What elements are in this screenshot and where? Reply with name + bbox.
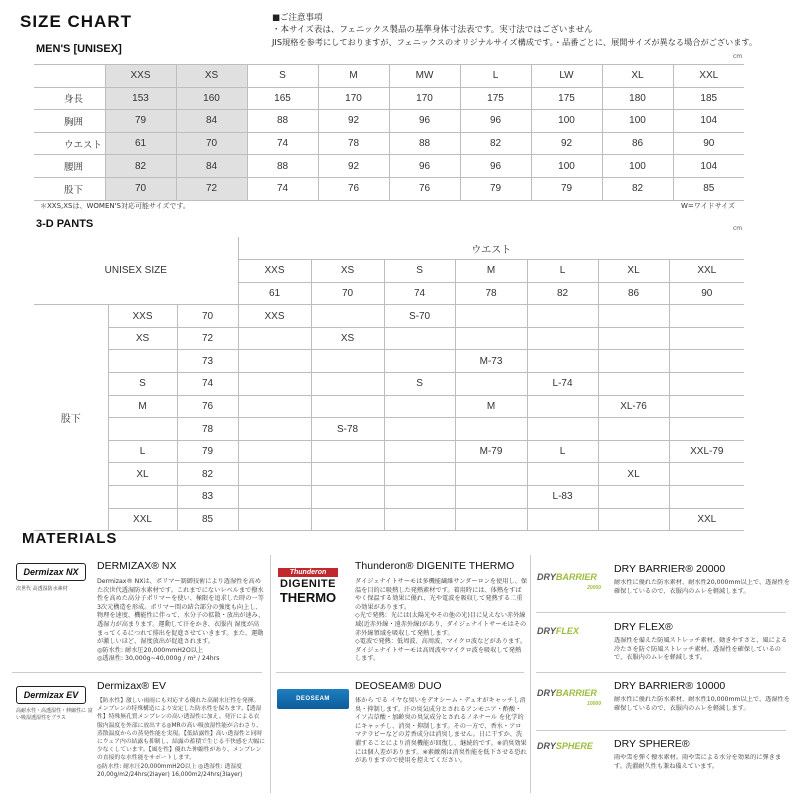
pants-cell	[598, 486, 669, 509]
material-dryflex-desc: 透湿性を備えた防風ストレッチ素材。動きやすさと、風による冷たさを防ぐ防風ストレッチ素材。透湿性を確保しているので、衣服内のムレを軽減します。	[614, 637, 788, 662]
mens-cell: 100	[602, 155, 673, 178]
pants-cell: M-73	[455, 350, 527, 373]
pants-cell: S-78	[311, 418, 384, 441]
pants-row	[34, 395, 744, 418]
thunderon-logo-bot: THERMO	[279, 590, 337, 605]
pants-row	[34, 327, 744, 350]
pants-cell	[384, 508, 455, 531]
material-thermo-name: Thunderon® DIGENITE THERMO	[355, 560, 515, 572]
pants-cell: L-74	[527, 373, 598, 396]
mens-cell: 61	[105, 132, 176, 155]
mens-cell: 82	[105, 155, 176, 178]
mens-cell: 96	[389, 110, 460, 133]
pants-cell: XXL-79	[669, 440, 744, 463]
pants-cell	[311, 373, 384, 396]
mens-cell: 104	[673, 155, 744, 178]
mens-header-cell: XS	[176, 65, 247, 88]
pants-row	[34, 463, 744, 486]
pants-cell	[598, 350, 669, 373]
dry-flex-logo-b: FLEX	[555, 626, 579, 636]
pants-cell	[238, 440, 311, 463]
pants-row-length: 78	[177, 418, 238, 441]
pants-cell	[669, 395, 744, 418]
pants-cell	[455, 327, 527, 350]
pants-cell	[311, 463, 384, 486]
mens-cell: 70	[105, 177, 176, 200]
pants-cell	[384, 350, 455, 373]
mens-cell: 86	[602, 132, 673, 155]
material-db10000-desc: 耐水性に優れた防水素材、耐水性10,000mm以上で、透湿性を確保しているので、衣服内のムレを軽減します。	[614, 696, 790, 712]
pants-cell	[598, 305, 669, 328]
mens-size-table	[34, 64, 744, 201]
pants-waist-size: XXS	[238, 260, 311, 283]
pants-cell	[384, 486, 455, 509]
dry-barrier-10000-logo-a: DRY	[537, 688, 556, 698]
notes-heading: ■ご注意事項	[272, 13, 323, 23]
materials-hdivider-r2	[536, 672, 786, 673]
mens-cell: 84	[176, 155, 247, 178]
pants-cell	[527, 418, 598, 441]
mens-cell: 100	[531, 110, 602, 133]
dermizax-ev-logo: Dermizax EV	[16, 686, 86, 704]
pants-row-length: 73	[177, 350, 238, 373]
pants-row	[34, 373, 744, 396]
pants-row-size: M	[108, 395, 177, 418]
pants-cell	[598, 327, 669, 350]
pants-header-row-1	[34, 237, 744, 260]
mens-cell: 100	[602, 110, 673, 133]
pants-row-size: XXL	[108, 508, 177, 531]
mens-title: MEN'S [UNISEX]	[36, 43, 122, 55]
materials-hdivider-r3	[536, 730, 786, 731]
pants-cell: XL	[598, 463, 669, 486]
material-deoseam-name: DEOSEAM® DUO	[355, 680, 442, 692]
materials-title: MATERIALS	[22, 530, 118, 547]
size-chart-title: SIZE CHART	[20, 12, 132, 31]
pants-cell	[598, 508, 669, 531]
pants-cell	[238, 463, 311, 486]
pants-row-length: 76	[177, 395, 238, 418]
dry-barrier-20000-logo	[537, 567, 607, 591]
mens-cell: 88	[247, 155, 318, 178]
mens-corner-cell	[34, 65, 105, 88]
pants-size-table	[34, 237, 744, 531]
dry-barrier-10000-logo	[537, 683, 607, 707]
mens-row	[34, 87, 744, 110]
pants-row-length: 82	[177, 463, 238, 486]
mens-cell: 165	[247, 87, 318, 110]
material-dsphere-desc: 雨や雪を弾く撥水素材。雨や雪による水分を効果的に弾きます。洗濯耐久性も兼ね備えています。	[614, 754, 782, 770]
mens-cell: 185	[673, 87, 744, 110]
pants-title: 3-D PANTS	[36, 218, 94, 230]
mens-cell: 153	[105, 87, 176, 110]
pants-cell	[238, 395, 311, 418]
pants-cell	[311, 305, 384, 328]
pants-cell	[598, 418, 669, 441]
pants-cell	[238, 373, 311, 396]
material-dryflex-name: DRY FLEX®	[614, 621, 673, 633]
mens-row	[34, 155, 744, 178]
pants-cell: XS	[311, 327, 384, 350]
material-db20000-desc: 耐水性に優れた防水素材、耐水性20,000mm以上で、透湿性を確保しているので、衣服内のムレを軽減します。	[614, 579, 790, 595]
pants-waist-size: XXL	[669, 260, 744, 283]
pants-cell	[384, 440, 455, 463]
materials-hdivider-mid	[276, 672, 524, 673]
pants-row-length: 79	[177, 440, 238, 463]
mens-cell: 82	[460, 132, 531, 155]
pants-row	[34, 305, 744, 328]
mens-cell: 79	[460, 177, 531, 200]
pants-waist-value: 61	[238, 282, 311, 305]
mens-row-label: 身長	[34, 87, 105, 110]
mens-cell: 79	[531, 177, 602, 200]
material-thermo-desc: ダイジェナイトサーモは多機能繊維サンダーロンを使用し、保温を目的に吸熱した発熱素材です。着用時には、体熱をすばやく保温する効果に優れ、光や電波を吸収して発熱する二重の効果があります。 ◇光で発熱：光には(太陽光やその他の光)目に見えない赤外線域(近赤外線・遠赤外線)があり、ダイジェナイトサーモはその赤外線領域を吸収して発熱します。 ◇電波で発熱：低周波、高周波、マイクロ波などがあります。ダイジェナイトサーモは高周波やマイクロ波を吸収して発熱します。	[355, 578, 527, 663]
pants-cell	[384, 463, 455, 486]
pants-waist-size: XS	[311, 260, 384, 283]
pants-waist-size: L	[527, 260, 598, 283]
mens-cell: 104	[673, 110, 744, 133]
pants-row-size	[108, 350, 177, 373]
mens-row	[34, 110, 744, 133]
pants-unit: cm	[733, 225, 743, 232]
pants-cell: XL-76	[598, 395, 669, 418]
material-dsphere-name: DRY SPHERE®	[614, 738, 690, 750]
mens-cell: 79	[105, 110, 176, 133]
mens-footnote-left: ＊XXS,XSは、WOMEN'S対応可能サイズです。	[40, 202, 190, 210]
pants-cell	[669, 486, 744, 509]
pants-cell	[311, 440, 384, 463]
mens-header-cell: LW	[531, 65, 602, 88]
pants-row-size: XS	[108, 327, 177, 350]
dermizax-nx-caption: 次世代 高透湿防水素材	[16, 586, 68, 592]
mens-cell: 84	[176, 110, 247, 133]
mens-header-row	[34, 65, 744, 88]
notes-line-1: ・本サイズ表は、フェニックス製品の基準身体寸法表です。実寸法ではございません	[272, 25, 593, 35]
pants-cell	[311, 395, 384, 418]
pants-cell	[669, 327, 744, 350]
pants-cell	[527, 327, 598, 350]
pants-cell: XXL	[669, 508, 744, 531]
dermizax-nx-logo: Dermizax NX	[16, 563, 86, 581]
pants-cell	[455, 463, 527, 486]
pants-cell	[238, 508, 311, 531]
pants-cell	[527, 508, 598, 531]
mens-cell: 78	[318, 132, 389, 155]
pants-row-size	[108, 486, 177, 509]
mens-cell: 90	[673, 132, 744, 155]
mens-cell: 170	[389, 87, 460, 110]
dry-barrier-10000-logo-b: BARRIER	[555, 688, 597, 698]
pants-row-length: 83	[177, 486, 238, 509]
pants-waist-size: XL	[598, 260, 669, 283]
pants-waist-value: 90	[669, 282, 744, 305]
pants-cell	[527, 305, 598, 328]
material-ev-name: Dermizax® EV	[97, 680, 166, 692]
pants-row	[34, 350, 744, 373]
pants-cell	[455, 508, 527, 531]
mens-header-cell: MW	[389, 65, 460, 88]
pants-cell	[384, 418, 455, 441]
pants-cell: S	[384, 373, 455, 396]
mens-cell: 76	[318, 177, 389, 200]
pants-cell: M-79	[455, 440, 527, 463]
pants-waist-value: 86	[598, 282, 669, 305]
pants-cell: S-70	[384, 305, 455, 328]
pants-cell	[669, 418, 744, 441]
thunderon-logo-top: Thunderon	[278, 568, 338, 577]
material-deoseam-desc: 体から でる イヤな臭いをデオシーム・デュオがキャッチし消臭・抑制します。汗の臭気成分とされるアンモニア・酢酸・イソ吉草酸・加齢臭の臭気成分とされるノネナール を化学的にキャッチし、消臭・抑制します。その一方で、香水・アロマテラピーなどの芳香成分は消臭しません。日に干すか、洗濯することにより消臭機能が回復し、継続的です。※消臭効果には個人差があります。※素敵剤は消臭性能を低下させる恐れがありますので使用を控えてください。	[355, 697, 527, 765]
mens-header-cell: XXS	[105, 65, 176, 88]
dry-flex-logo-a: DRY	[537, 626, 556, 636]
pants-cell	[598, 440, 669, 463]
pants-cell	[527, 463, 598, 486]
pants-waist-value: 82	[527, 282, 598, 305]
pants-waist-label: ウエスト	[238, 237, 744, 260]
mens-header-cell: S	[247, 65, 318, 88]
mens-row-label: ウエスト	[34, 132, 105, 155]
material-nx-desc: Dermizax® NXは、ポリマー制御技術により透湿性を高めた次世代透湿防水素材です。これまでにないレベルまで撥水性を高めた高分子ポリマーを使い、極限を追求した時の一等3次元構造を形成。ポリマー間の結合部分の強度も向上し、物理を速度、機能性に伴って、水分子の拡散・放出が速み、透湿力が高まります。運動して汗をかき、衣服内 湿度が高まってくるにつれて排出を促進させていきます。また、運動が激しいほど、湿度放出が促進されます。 ◎防水性: 耐水圧20,000mmH2O以上 ◎透湿性: 30,000g~40,000g / m² / 24hrs	[97, 578, 265, 663]
mens-cell: 88	[247, 110, 318, 133]
pants-cell	[669, 305, 744, 328]
mens-header-cell: XXL	[673, 65, 744, 88]
pants-cell	[669, 463, 744, 486]
mens-cell: 88	[389, 132, 460, 155]
pants-row-size: S	[108, 373, 177, 396]
pants-cell	[311, 508, 384, 531]
dry-sphere-logo-a: DRY	[537, 741, 556, 751]
dry-barrier-20000-logo-b: BARRIER	[555, 572, 597, 582]
mens-row-label: 腰囲	[34, 155, 105, 178]
pants-waist-size: M	[455, 260, 527, 283]
material-ev-desc: 【防水性】激しい雨雨にも対応する優れた高耐水圧性を発揮。メンブレンの特殊構造により安定した防水性を保ちます。【透湿性】特殊無孔質メンブレンの高い透湿性に加え、発汗による衣服内温度を外部に放出する◎MRの高い吸放湿性能が合わさり、蒸散温度からの蒸発性能を実現。【低結露性】高い透湿性と同時にウェア内の結露も抑制し、結露の蓄積で生じる不快感を大幅に少なくしています。【風を性】優れた伸縮性があり、メンブレンの直接的な水性能をサポートします。 ◎防水性: 耐水圧20,000mmH2O以上 ◎透湿性: 透湿度 20,00g/m2/24hrs(2layer) 16,000m2/24hrs(3layer)	[97, 698, 265, 778]
pants-row	[34, 508, 744, 531]
mens-cell: 96	[460, 110, 531, 133]
mens-row-label: 胸囲	[34, 110, 105, 133]
pants-cell	[238, 350, 311, 373]
pants-cell	[669, 373, 744, 396]
pants-cell	[527, 395, 598, 418]
mens-cell: 175	[531, 87, 602, 110]
pants-cell	[455, 486, 527, 509]
pants-row-length: 85	[177, 508, 238, 531]
dry-sphere-logo-b: SPHERE	[555, 741, 593, 751]
pants-cell: XXS	[238, 305, 311, 328]
dry-flex-logo	[537, 626, 579, 636]
notes-line-2: JIS規格を参考にしておりますが、フェニックスのオリジナルサイズ構成です。・品番ごとに、展開サイズが異なる場合がございます。	[272, 37, 758, 47]
pants-cell	[455, 305, 527, 328]
materials-divider-1	[270, 555, 271, 793]
dermizax-ev-caption: 高耐水性・高透湿性・伸縮性に 富い吸湿透湿性をプラス	[16, 708, 93, 721]
mens-footnote-right: W=ワイドサイズ	[681, 202, 736, 210]
mens-cell: 92	[318, 155, 389, 178]
pants-row-size: XL	[108, 463, 177, 486]
mens-cell: 76	[389, 177, 460, 200]
mens-unit: cm	[733, 53, 743, 60]
material-nx-name: DERMIZAX® NX	[97, 560, 177, 572]
materials-hdivider-left	[12, 672, 262, 673]
mens-cell: 96	[389, 155, 460, 178]
mens-header-cell: M	[318, 65, 389, 88]
pants-cell: L-83	[527, 486, 598, 509]
dry-barrier-20000-logo-a: DRY	[537, 572, 556, 582]
materials-hdivider-r1	[536, 612, 786, 613]
pants-waist-size: S	[384, 260, 455, 283]
pants-cell	[384, 395, 455, 418]
pants-inseam-label: 股下	[34, 305, 108, 531]
pants-row	[34, 440, 744, 463]
mens-cell: 92	[531, 132, 602, 155]
pants-cell	[384, 327, 455, 350]
dry-barrier-20000-logo-c: 20000	[587, 585, 601, 591]
pants-unisex-label: UNISEX SIZE	[34, 237, 238, 305]
thunderon-logo	[278, 568, 338, 612]
mens-header-cell: L	[460, 65, 531, 88]
material-nx	[16, 563, 90, 592]
mens-row	[34, 132, 744, 155]
pants-cell	[669, 350, 744, 373]
mens-cell: 82	[602, 177, 673, 200]
mens-row	[34, 177, 744, 200]
pants-waist-value: 78	[455, 282, 527, 305]
mens-header-cell: XL	[602, 65, 673, 88]
mens-cell: 72	[176, 177, 247, 200]
mens-cell: 85	[673, 177, 744, 200]
material-db20000-name: DRY BARRIER® 20000	[614, 563, 726, 575]
pants-cell	[238, 486, 311, 509]
pants-row-length: 72	[177, 327, 238, 350]
pants-row	[34, 418, 744, 441]
material-db10000-name: DRY BARRIER® 10000	[614, 680, 726, 692]
pants-cell	[598, 373, 669, 396]
mens-cell: 175	[460, 87, 531, 110]
mens-cell: 170	[318, 87, 389, 110]
pants-row-size: L	[108, 440, 177, 463]
pants-cell	[311, 486, 384, 509]
mens-cell: 74	[247, 132, 318, 155]
pants-cell	[527, 350, 598, 373]
mens-row-label: 股下	[34, 177, 105, 200]
pants-row-length: 70	[177, 305, 238, 328]
pants-waist-value: 70	[311, 282, 384, 305]
pants-cell	[455, 373, 527, 396]
mens-cell: 74	[247, 177, 318, 200]
pants-cell	[238, 418, 311, 441]
mens-cell: 180	[602, 87, 673, 110]
pants-cell: M	[455, 395, 527, 418]
pants-row	[34, 486, 744, 509]
dry-barrier-10000-logo-c: 10000	[587, 701, 601, 707]
mens-cell: 96	[460, 155, 531, 178]
pants-row-length: 74	[177, 373, 238, 396]
mens-cell: 70	[176, 132, 247, 155]
pants-cell	[238, 327, 311, 350]
pants-waist-value: 74	[384, 282, 455, 305]
pants-cell	[311, 350, 384, 373]
dry-sphere-logo	[537, 741, 593, 751]
pants-row-size: XXS	[108, 305, 177, 328]
thunderon-logo-mid: DIGENITE	[280, 578, 336, 590]
mens-cell: 100	[531, 155, 602, 178]
pants-cell	[455, 418, 527, 441]
mens-cell: 160	[176, 87, 247, 110]
deoseam-logo: DEOSEAM	[277, 689, 349, 709]
pants-row-size	[108, 418, 177, 441]
pants-cell: L	[527, 440, 598, 463]
mens-cell: 92	[318, 110, 389, 133]
materials-divider-2	[530, 555, 531, 793]
material-ev	[16, 686, 92, 722]
